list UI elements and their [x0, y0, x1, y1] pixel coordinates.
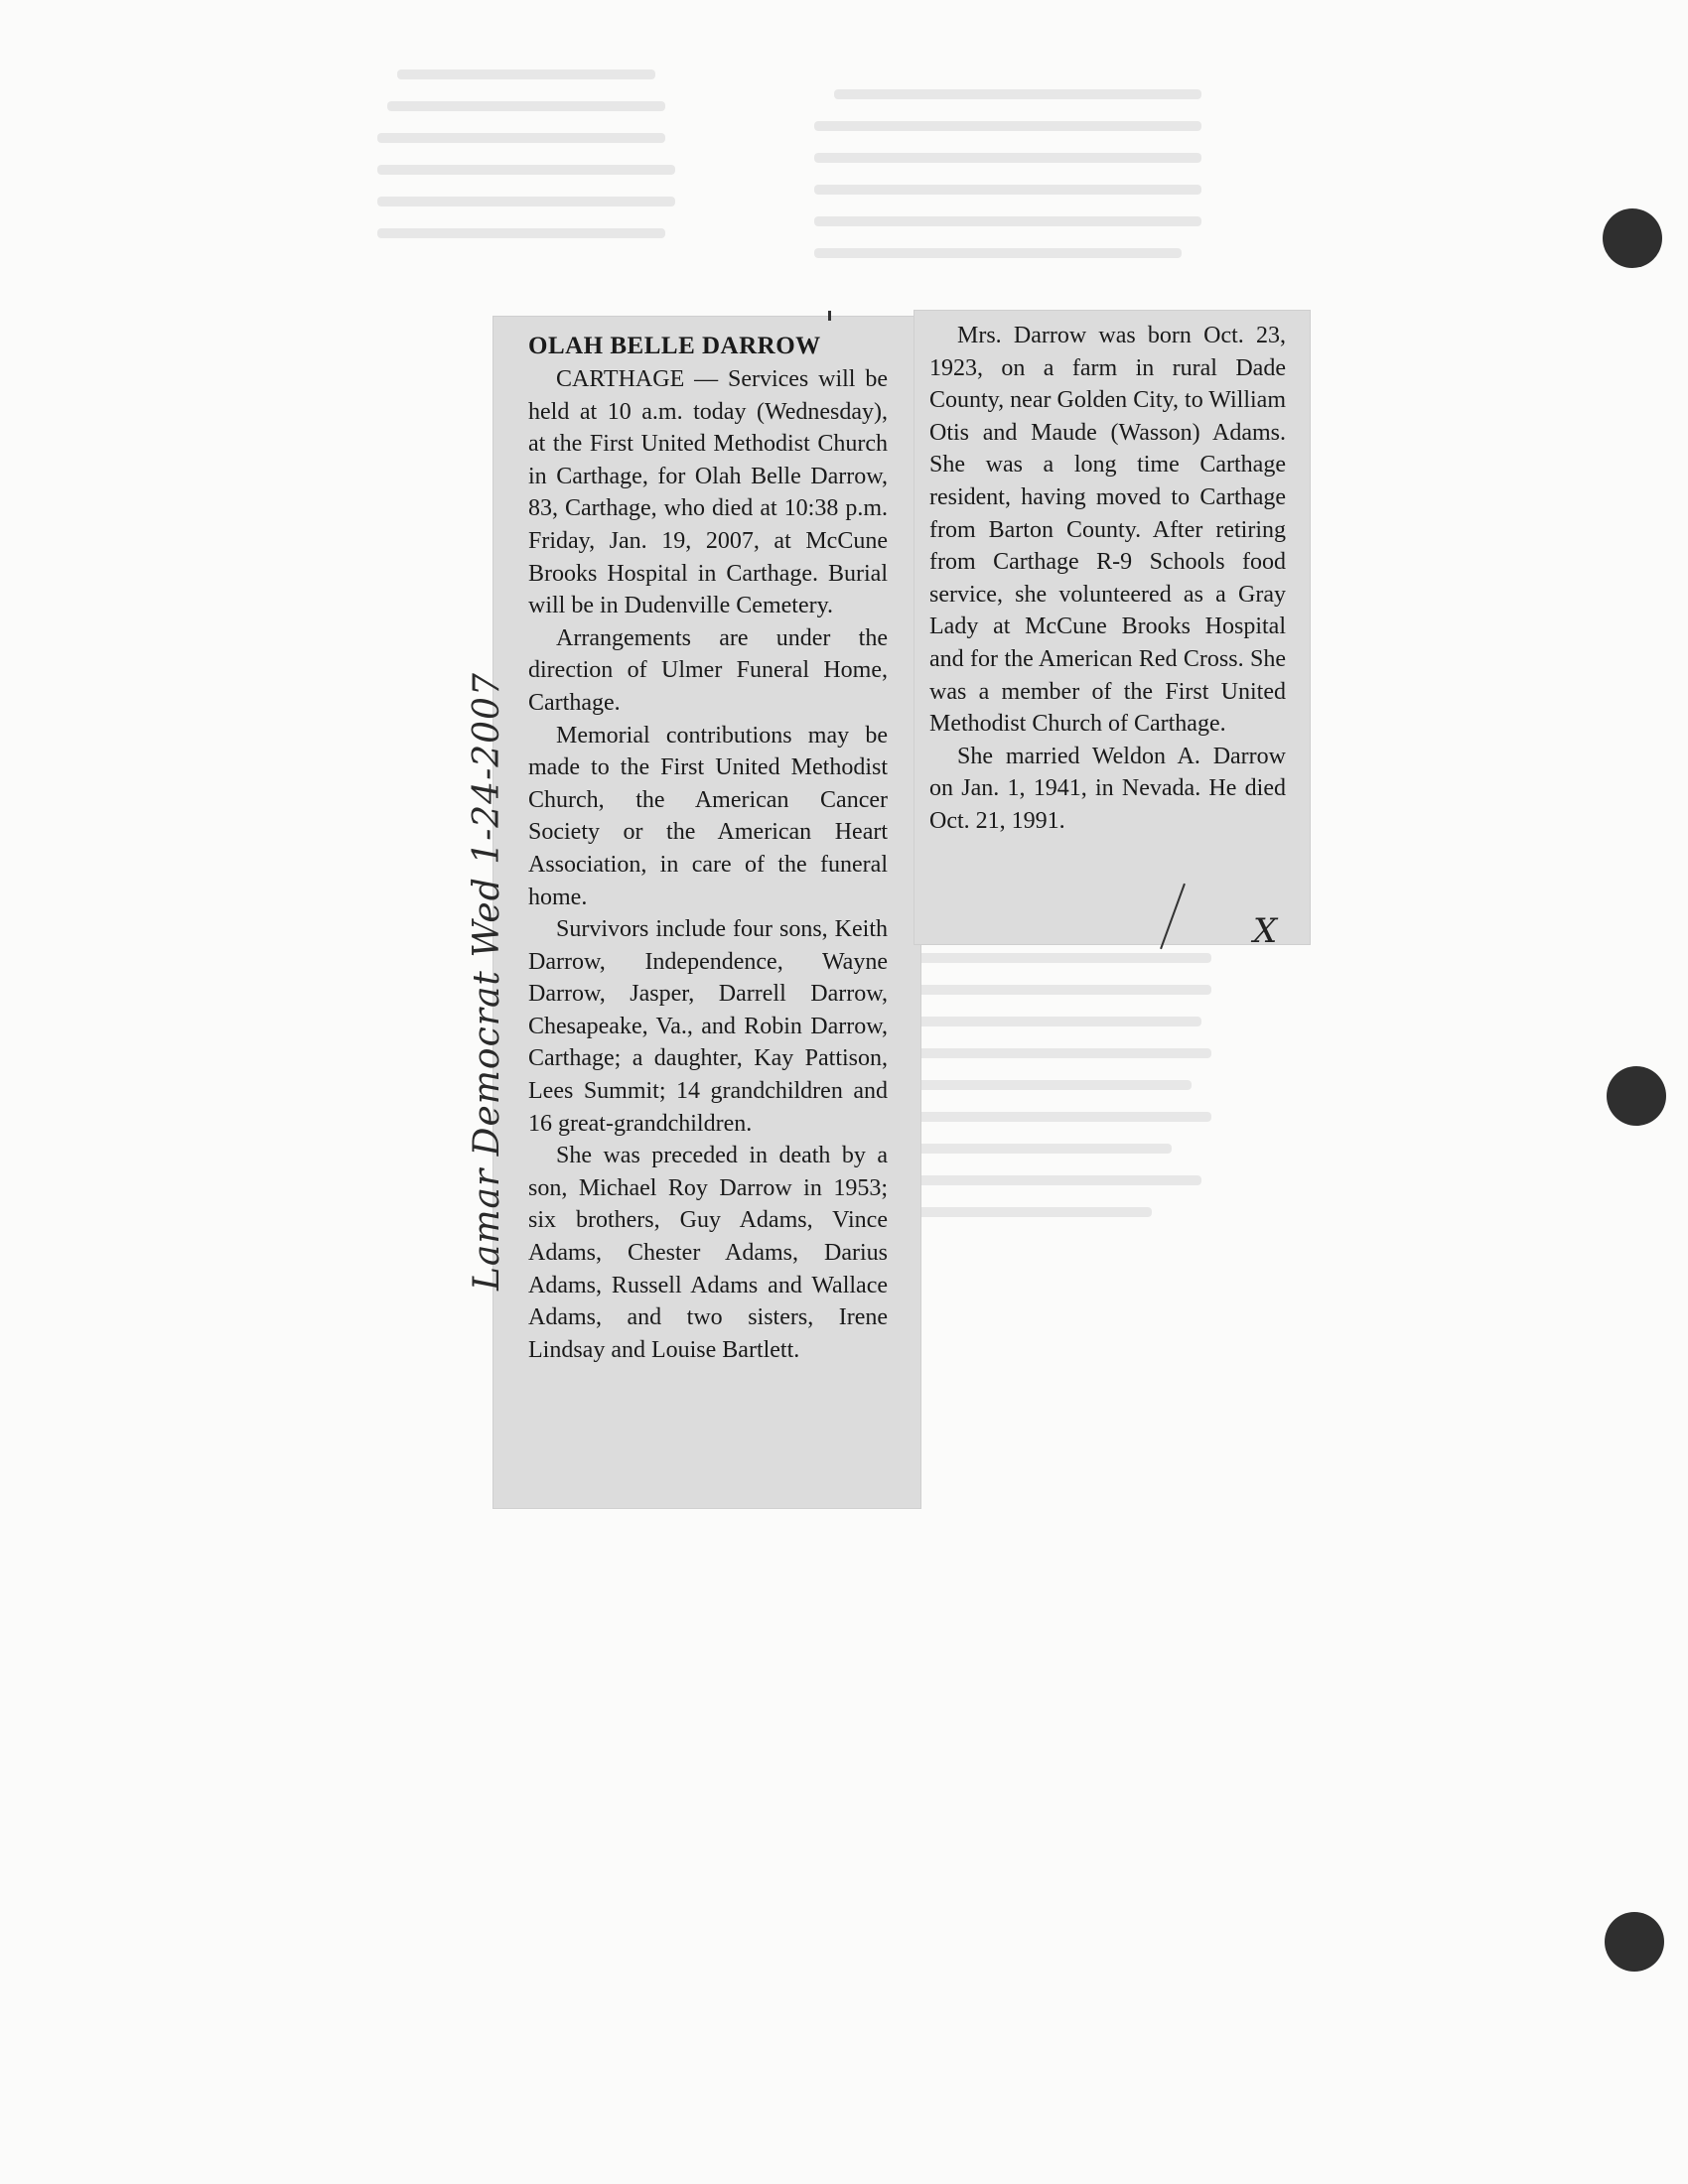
obituary-paragraph: She married Weldon A. Darrow on Jan. 1, 1941, in Nevada. He died Oct. 21, 1991. [929, 743, 1286, 834]
binder-hole-top [1603, 208, 1662, 268]
binder-hole-middle [1607, 1066, 1666, 1126]
binder-hole-bottom [1605, 1912, 1664, 1972]
obituary-paragraph: Mrs. Darrow was born Oct. 23, 1923, on a farm in rural Dade County, near Golden City, to William Otis and Maude (Wasson) Adams. She was a long time Carthage resident, having moved to Carthage from Barton County. After retiring from Carthage R-9 Schools food service, she volunteered as a Gray Lady at McCune Brooks Hospital and for the American Red Cross. She was a member of the First United Methodist Church of Carthage. [929, 323, 1286, 738]
obituary-right-column [929, 320, 1286, 838]
obituary-paragraph: She was preceded in death by a son, Michael Roy Darrow in 1953; six brothers, Guy Adams, Vince Adams, Chester Adams, Darius Adams, Russell Adams and Wallace Adams, and two sisters, Irene Lindsay and Louise Bartlett. [528, 1143, 888, 1363]
handwritten-corner-mark: X [1253, 911, 1278, 951]
obituary-left-column [528, 332, 888, 1366]
handwritten-source-note: Lamar Democrat Wed 1-24-2007 [467, 672, 507, 1291]
obituary-paragraph: Arrangements are under the direction of Ulmer Funeral Home, Carthage. [528, 624, 888, 716]
clipping-tick-mark [828, 311, 831, 321]
obituary-paragraph: Survivors include four sons, Keith Darrow, Independence, Wayne Darrow, Jasper, Darrell Darrow, Chesapeake, Va., and Robin Darrow, Carthage; a daughter, Kay Pattison, Lees Summit; 14 grandchildren and 16 great-grandchildren. [528, 916, 888, 1137]
obituary-paragraph: Memorial contributions may be made to the First United Methodist Church, the American Cancer Society or the American Heart Association, in care of the funeral home. [528, 722, 888, 910]
obituary-paragraph: CARTHAGE — Services will be held at 10 a.m. today (Wednesday), at the First United Methodist Church in Carthage, for Olah Belle Darrow, 83, Carthage, who died at 10:38 p.m. Friday, Jan. 19, 2007, at McCune Brooks Hospital in Carthage. Burial will be in Dudenville Cemetery. [528, 366, 888, 619]
obituary-headline: OLAH BELLE DARROW [528, 333, 821, 359]
